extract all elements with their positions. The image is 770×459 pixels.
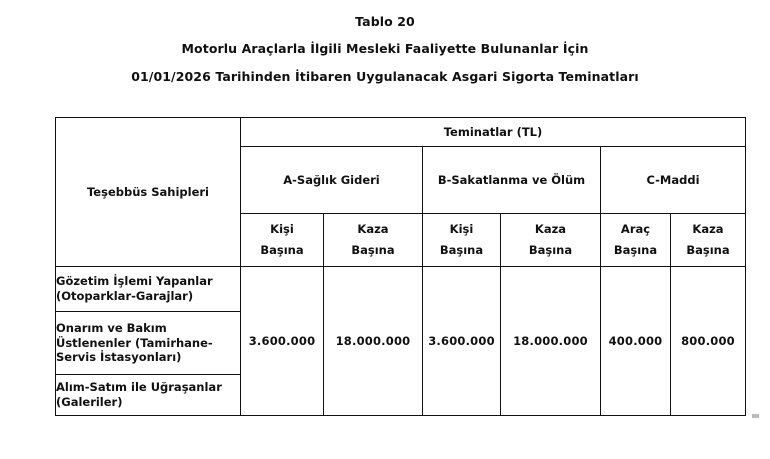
row-2-label-line-1: Onarım ve Bakım [56,320,167,335]
subheader-1-line2: Başına [260,243,304,257]
value-cell-c-kaza: 800.000 [671,267,746,416]
row-1-label-line-1: Gözetim İşlemi Yapanlar [56,274,213,289]
subheader-cell-1 [241,214,324,267]
value-cell-b-kaza: 18.000.000 [501,267,601,416]
subheader-2-line1: Kaza [357,221,389,236]
subheader-4-line1: Kaza [534,221,567,236]
value-cell-b-kisi: 3.600.000 [423,267,501,416]
row-2-label-line-3: Servis İstasyonları) [56,350,182,365]
insurance-coverage-table [55,117,746,416]
document-subtitle-1: Motorlu Araçlarla İlgili Mesleki Faaliyette Bulunanlar İçin [181,41,589,56]
subheader-cell-6 [671,214,746,267]
group-header-b: B-Sakatlanma ve Ölüm [423,147,601,214]
value-cell-a-kisi: 3.600.000 [241,267,324,416]
stub-header-cell [56,118,241,267]
table-row [56,267,746,312]
subheader-cell-2 [324,214,423,267]
subheader-cell-4 [501,214,601,267]
group-header-c: C-Maddi [601,147,746,214]
value-cell-c-arac: 400.000 [601,267,671,416]
coverages-span-header: Teminatlar (TL) [241,118,746,147]
group-header-a: A-Sağlık Gideri [241,147,423,214]
row-2-label-line-2: Üstlenenler (Tamirhane- [56,335,213,350]
document-title-block [0,0,770,84]
subheader-2-line2: Başına [351,243,395,257]
row-label-cell-1 [56,267,241,312]
row-label-cell-3 [56,375,241,416]
scan-artifact-mark [752,414,759,418]
row-3-label-line-2: (Galeriler) [56,395,123,409]
row-1-label-line-2: (Otoparklar-Garajlar) [56,289,194,303]
subheader-6-line1: Kaza [692,221,724,236]
table-number-title: Tablo 20 [355,14,415,29]
row-label-cell-2 [56,312,241,375]
subheader-5-line2: Başına [613,243,658,257]
subheader-4-line2: Başına [528,243,573,257]
subheader-5-line1: Araç [620,221,651,236]
document-subtitle-2: 01/01/2026 Tarihinden İtibaren Uygulanacak Asgari Sigorta Teminatları [131,69,639,84]
table-header-row-span [56,118,746,147]
stub-header-label: Teşebbüs Sahipleri [86,185,210,199]
row-3-label-line-1: Alım-Satım ile Uğraşanlar [56,380,222,395]
subheader-cell-3 [423,214,501,267]
subheader-1-line1: Kişi [270,221,294,236]
subheader-3-line1: Kişi [449,221,474,236]
value-cell-a-kaza: 18.000.000 [324,267,423,416]
subheader-6-line2: Başına [686,243,730,257]
subheader-3-line2: Başına [439,243,484,257]
subheader-cell-5 [601,214,671,267]
insurance-coverage-table-wrapper [55,117,745,416]
